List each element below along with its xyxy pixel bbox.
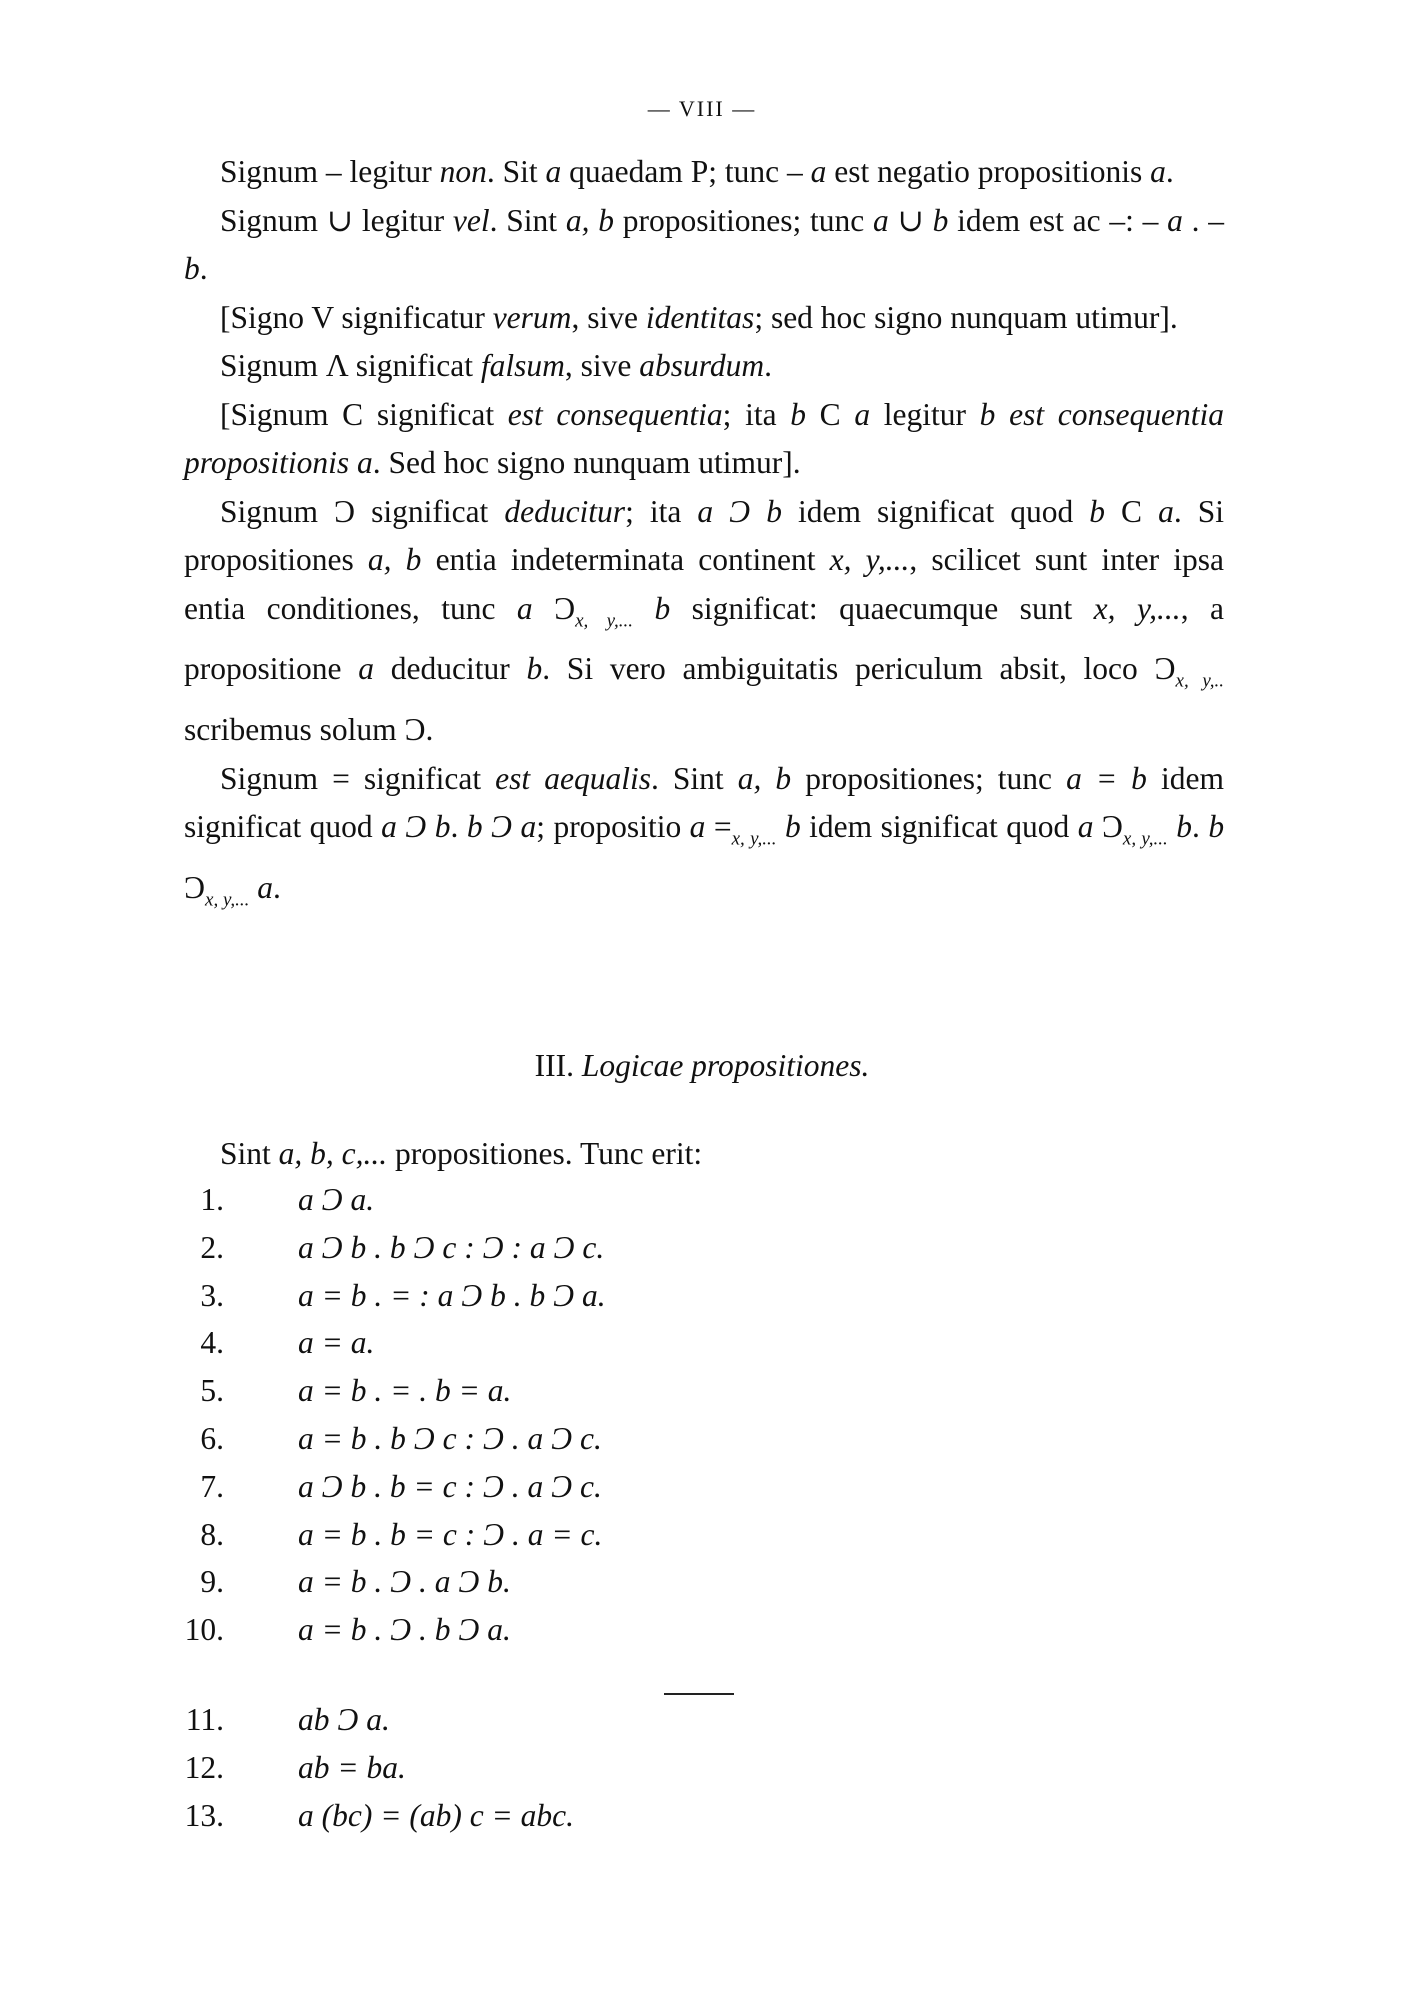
text-run: Signum ∪ legitur: [220, 202, 453, 238]
proposition-row: [0, 1230, 1404, 1278]
proposition-number: 13.: [184, 1797, 224, 1833]
emphasis: deducitur: [504, 493, 626, 529]
proposition-row: [0, 1750, 1404, 1798]
text-run: , a propositione: [184, 590, 1224, 687]
text-run: ; sed hoc signo nunquam utimur].: [754, 299, 1178, 335]
text-run: ; ita: [625, 493, 698, 529]
text-run: est negatio propositionis: [826, 154, 1151, 189]
text-run: scribemus solum Ɔ.: [184, 712, 434, 748]
proposition-formula: a = b . Ɔ . a Ɔ b.: [298, 1564, 511, 1600]
emphasis: b: [1176, 809, 1192, 845]
propositions-intro: [220, 1136, 702, 1172]
subscript: x, y,...: [575, 609, 633, 631]
proposition-formula: a Ɔ b . b = c : Ɔ . a Ɔ c.: [298, 1468, 602, 1504]
proposition-formula: a Ɔ b . b Ɔ c : Ɔ : a Ɔ c.: [298, 1229, 605, 1265]
proposition-formula: a Ɔ a.: [298, 1182, 375, 1217]
text-run: , sive: [564, 348, 640, 383]
proposition-row: [0, 1702, 1404, 1750]
text-run: Ɔ: [184, 869, 206, 905]
proposition-number: 4.: [200, 1325, 224, 1361]
emphasis: b: [654, 590, 671, 626]
subscript: x, y,..: [1175, 670, 1224, 692]
emphasis: a, b: [737, 760, 792, 796]
text-run: .: [272, 869, 281, 905]
proposition-row: [0, 1421, 1404, 1469]
emphasis: x, y,...: [829, 542, 910, 577]
emphasis: a: [358, 651, 374, 687]
section-title: Logicae propositiones.: [581, 1048, 870, 1083]
section-heading: [0, 1048, 1404, 1084]
emphasis: a ∪ b: [872, 202, 949, 238]
emphasis: a: [1167, 202, 1183, 238]
text-run: entia indeterminata continent: [421, 542, 830, 577]
text-run: Signum = significat: [220, 760, 496, 796]
proposition-number: 6.: [200, 1421, 224, 1456]
paragraph: [184, 342, 1224, 391]
proposition-formula: ab = ba.: [298, 1749, 406, 1785]
emphasis: b: [790, 396, 806, 432]
proposition-number: 11.: [185, 1702, 224, 1737]
emphasis: est consequentia: [507, 396, 723, 432]
page-number: — VIII —: [647, 96, 757, 121]
emphasis: a = b: [1066, 760, 1147, 796]
text-run: quaedam P; tunc –: [561, 154, 811, 189]
text-run: idem significat quod: [781, 493, 1090, 529]
intro-variables: a, b, c,...: [278, 1136, 388, 1171]
paragraph: [184, 294, 1224, 343]
proposition-formula: ab Ɔ a.: [298, 1702, 390, 1737]
text-run: [777, 809, 785, 844]
emphasis: a: [1158, 493, 1174, 529]
emphasis: absurdum: [639, 348, 765, 383]
emphasis: a: [1077, 809, 1094, 845]
subscript: x, y,...: [205, 889, 250, 911]
paragraph: [184, 488, 1224, 755]
text-run: ; ita: [722, 396, 791, 432]
proposition-formula: a (bc) = (ab) c = abc.: [298, 1797, 575, 1833]
text-run: .: [764, 348, 773, 383]
proposition-number: 1.: [200, 1182, 224, 1217]
emphasis: a: [1150, 154, 1166, 189]
text-run: [Signo V significatur: [220, 299, 493, 335]
emphasis: a Ɔ b: [697, 493, 782, 529]
proposition-row: [0, 1469, 1404, 1517]
intro-before: Sint: [220, 1136, 279, 1171]
text-run: ; propositio: [536, 809, 690, 845]
proposition-number: 3.: [200, 1277, 224, 1313]
proposition-number: 2.: [200, 1229, 224, 1265]
emphasis: a: [545, 154, 562, 189]
proposition-number: 8.: [200, 1516, 224, 1552]
paragraph: [184, 391, 1224, 488]
paragraph: [184, 197, 1224, 294]
text-run: [633, 591, 654, 626]
text-run: [1168, 809, 1176, 844]
proposition-row: [0, 1373, 1404, 1421]
text-run: . Sint: [650, 760, 738, 796]
emphasis: a: [810, 154, 827, 189]
text-run: . –: [1182, 202, 1224, 238]
text-run: deducitur: [373, 651, 527, 687]
emphasis: identitas: [645, 299, 755, 335]
emphasis: a: [854, 396, 871, 432]
section-number: III.: [534, 1048, 582, 1083]
paragraph: [184, 755, 1224, 925]
emphasis: b: [1208, 809, 1225, 845]
text-run: C: [1105, 493, 1159, 529]
emphasis: b Ɔ a: [466, 809, 537, 845]
text-run: idem significat quod: [800, 809, 1078, 845]
subscript: x, y,...: [731, 828, 777, 850]
text-run: Signum – legitur: [220, 154, 440, 189]
proposition-formula: a = b . b = c : Ɔ . a = c.: [298, 1516, 603, 1552]
emphasis: x, y,...: [1093, 590, 1181, 626]
text-run: Signum Ɔ significat: [220, 493, 505, 529]
proposition-row: [0, 1182, 1404, 1230]
emphasis: est aequalis: [495, 760, 651, 796]
text-run: . Sit: [486, 154, 546, 189]
proposition-row: [0, 1325, 1404, 1373]
text-run: . Si vero ambiguitatis periculum absit, loco Ɔ: [542, 651, 1176, 687]
proposition-number: 7.: [200, 1468, 224, 1504]
emphasis: a Ɔ b: [381, 809, 451, 845]
proposition-row: [0, 1564, 1404, 1612]
paragraph: [184, 148, 1224, 197]
proposition-formula: a = b . = : a Ɔ b . b Ɔ a.: [298, 1277, 606, 1313]
text-run: Signum Λ significat: [220, 348, 481, 383]
emphasis: falsum: [480, 348, 565, 383]
text-run: significat: quaecumque sunt: [670, 590, 1094, 626]
body-text: [184, 148, 1224, 925]
proposition-formula: a = a.: [298, 1325, 375, 1361]
emphasis: verum: [492, 299, 572, 335]
text-run: =: [705, 809, 732, 845]
text-run: . Sed hoc signo nunquam utimur].: [372, 445, 801, 480]
emphasis: b: [184, 251, 200, 286]
text-run: legitur: [870, 396, 980, 432]
text-run: idem est ac –: –: [948, 202, 1168, 238]
proposition-row: [0, 1278, 1404, 1326]
proposition-number: 10.: [184, 1612, 224, 1648]
proposition-formula: a = b . b Ɔ c : Ɔ . a Ɔ c.: [298, 1421, 602, 1456]
emphasis: a: [689, 809, 706, 845]
text-run: propositiones; tunc: [613, 202, 873, 238]
proposition-number: 5.: [200, 1373, 224, 1409]
proposition-number: 9.: [200, 1564, 224, 1600]
proposition-row: [0, 1517, 1404, 1565]
text-run: .: [199, 251, 208, 286]
proposition-row: [0, 1798, 1404, 1846]
text-run: , sive: [571, 299, 646, 335]
emphasis: a, b: [367, 542, 422, 577]
text-run: .: [1191, 809, 1209, 845]
proposition-formula: a = b . Ɔ . b Ɔ a.: [298, 1612, 511, 1648]
emphasis: a: [257, 869, 273, 905]
text-run: idem significat quod: [184, 760, 1224, 845]
emphasis: a: [516, 590, 533, 626]
proposition-formula: a = b . = . b = a.: [298, 1373, 512, 1409]
emphasis: vel: [452, 202, 490, 238]
text-run: Ɔ: [1093, 809, 1123, 845]
text-run: [Signum C significat: [220, 396, 508, 432]
text-run: .: [450, 809, 467, 845]
emphasis: b: [784, 809, 801, 845]
section-divider: [664, 1693, 734, 1695]
text-run: propositiones; tunc: [791, 760, 1067, 796]
emphasis: non: [439, 154, 487, 189]
text-run: , scilicet sunt inter ipsa entia conditiones, tunc: [184, 542, 1224, 626]
proposition-number: 12.: [184, 1749, 224, 1785]
emphasis: a, b: [565, 202, 614, 238]
text-run: Ɔ: [532, 590, 576, 626]
proposition-row: [0, 1612, 1404, 1660]
intro-after: propositiones. Tunc erit:: [387, 1136, 703, 1171]
text-run: C: [805, 396, 855, 432]
emphasis: b: [1089, 493, 1106, 529]
emphasis: b: [526, 651, 543, 687]
text-run: . Si propositiones: [184, 493, 1225, 577]
text-run: . Sint: [489, 202, 566, 238]
emphasis: b est consequentia propositionis a: [184, 396, 1224, 480]
text-run: .: [1165, 154, 1174, 189]
subscript: x, y,...: [1122, 828, 1168, 850]
